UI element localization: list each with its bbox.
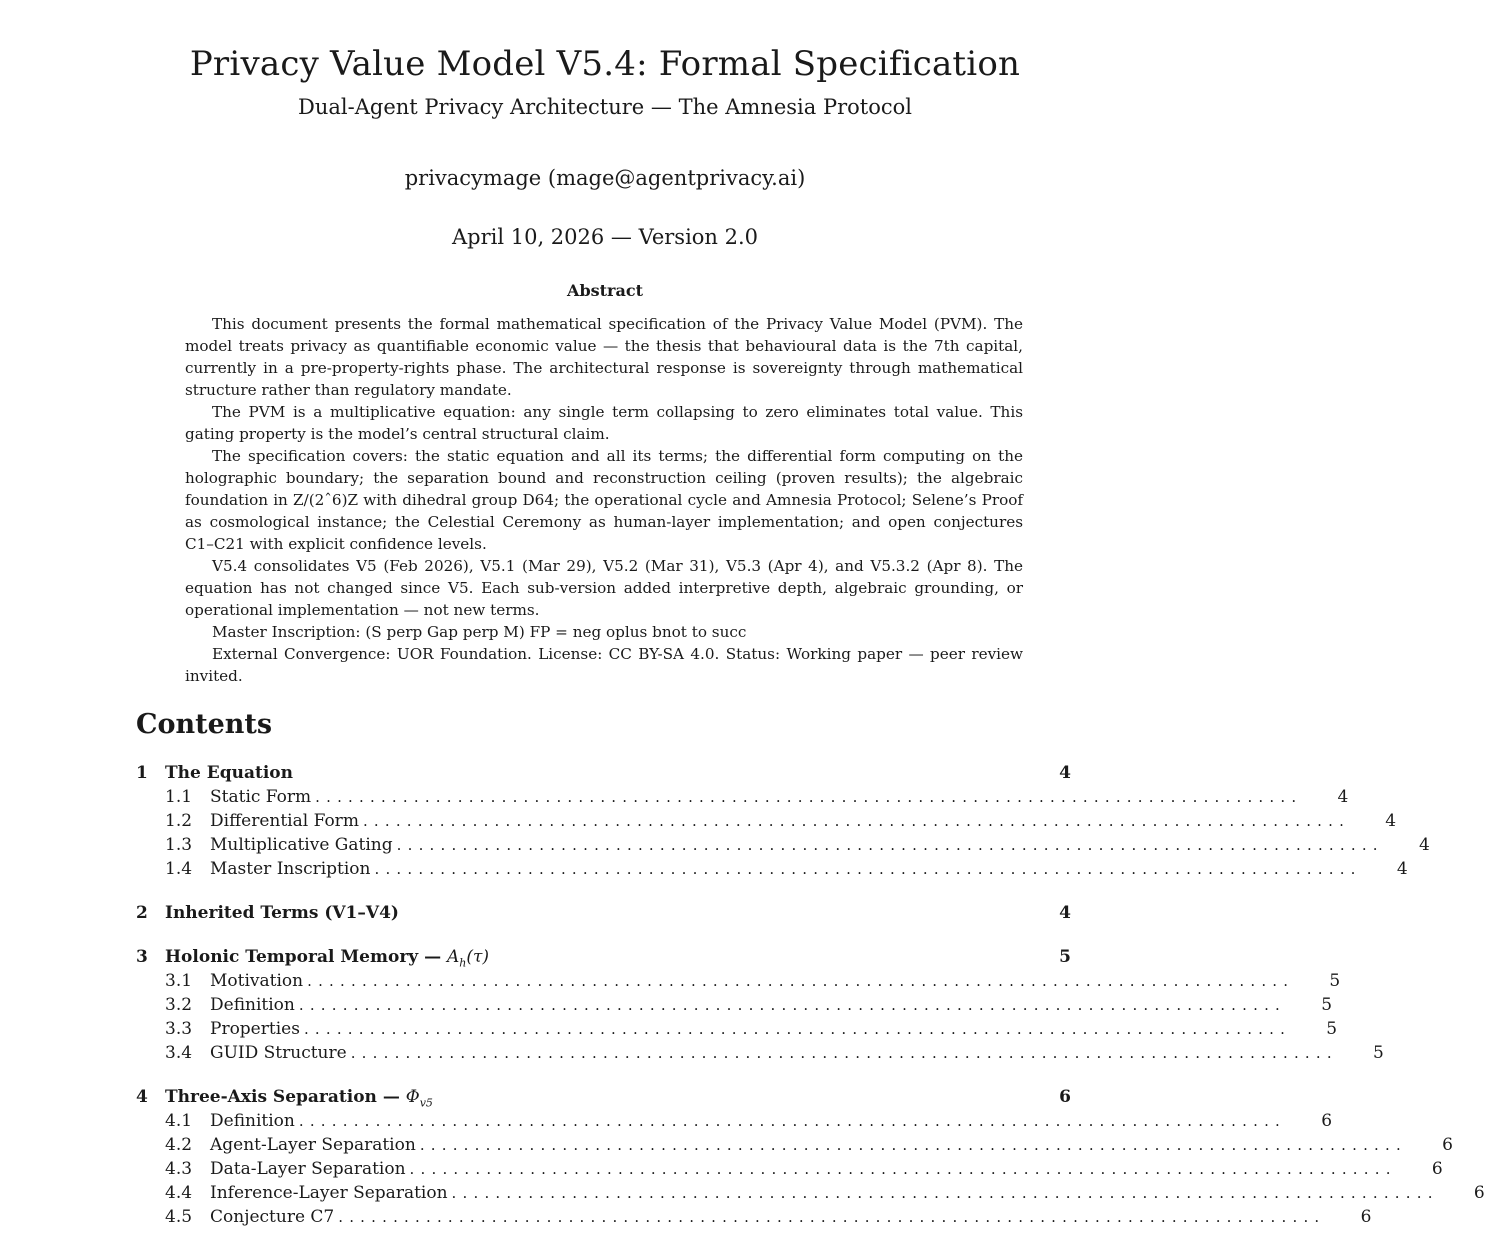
toc-subsection-page: 5	[1329, 971, 1341, 991]
document-author: privacymage (mage@agentprivacy.ai)	[404, 166, 806, 190]
abstract-paragraph: Master Inscription: (S perp Gap perp M) FP = neg oplus bnot to succ	[212, 623, 747, 641]
toc-subsection-page: 5	[1373, 1043, 1384, 1063]
toc-section-title: Three-Axis Separation —	[165, 1087, 406, 1107]
toc-subsection-page: 6	[1431, 1159, 1443, 1179]
toc-subsection-number: 1.1	[165, 787, 193, 807]
toc-section-title: The Equation	[165, 763, 293, 783]
toc-leader-dots: ..........................................................................................	[451, 1184, 1439, 1202]
toc-subsection-page: 6	[1473, 1183, 1485, 1203]
toc-section-title: Inherited Terms (V1–V4)	[165, 903, 399, 923]
toc-subsection[interactable]	[136, 1133, 1453, 1157]
toc-subsection-page: 4	[1396, 859, 1408, 879]
toc-subsection[interactable]	[136, 833, 1430, 857]
abstract-paragraph: The PVM is a multiplicative equation: any single term collapsing to zero eliminates total value. This gating property is the model’s central structural claim.	[185, 403, 1023, 443]
toc-subsection[interactable]	[136, 1041, 1384, 1065]
abstract-paragraph: External Convergence: UOR Foundation. License: CC BY-SA 4.0. Status: Working paper — peer review invited.	[185, 645, 1023, 685]
toc-subsection-page: 6	[1360, 1207, 1372, 1227]
toc-subsection-page: 6	[1442, 1135, 1453, 1155]
toc-subsection-title: Definition	[210, 1111, 295, 1131]
toc-leader-dots: ..........................................................................................	[338, 1208, 1326, 1226]
document-date: April 10, 2026 — Version 2.0	[451, 225, 759, 249]
toc-leader-dots: ..........................................................................................	[303, 1020, 1292, 1038]
toc-section-number: 2	[136, 903, 148, 923]
toc-leader-dots: ..........................................................................................	[298, 1112, 1287, 1130]
toc-subsection-number: 4.5	[165, 1207, 193, 1227]
toc-subsection-title: Motivation	[210, 971, 304, 991]
toc-subsection[interactable]	[136, 1181, 1485, 1205]
toc-subsection[interactable]	[136, 809, 1397, 833]
toc-subsection-number: 3.1	[165, 971, 193, 991]
document-subtitle: Dual-Agent Privacy Architecture — The Amnesia Protocol	[298, 95, 912, 119]
toc-subsection[interactable]	[136, 857, 1408, 881]
toc-section-page: 4	[1059, 903, 1071, 923]
toc-subsection[interactable]	[136, 969, 1341, 993]
toc-section-number: 4	[136, 1087, 148, 1107]
abstract-body	[185, 313, 1023, 687]
toc-subsection-page: 6	[1321, 1111, 1333, 1131]
toc-subsection-title: Definition	[210, 995, 295, 1015]
abstract-paragraph: V5.4 consolidates V5 (Feb 2026), V5.1 (Mar 29), V5.2 (Mar 31), V5.3 (Apr 4), and V5.3.2 (Apr 8). The equation has not changed since V5. Each sub-version added interpretive depth, algebraic grounding, or operational implementation — not new terms.	[185, 557, 1023, 619]
toc-section-number: 1	[136, 763, 148, 783]
toc-leader-dots: ..........................................................................................	[362, 812, 1351, 830]
toc-leader-dots: ..........................................................................................	[419, 1136, 1407, 1154]
toc-subsection[interactable]	[136, 1109, 1333, 1133]
toc-section[interactable]	[136, 1085, 1071, 1109]
toc-subsection[interactable]	[136, 785, 1349, 809]
toc-subsection-title: GUID Structure	[210, 1043, 347, 1063]
toc-leader-dots: ..........................................................................................	[315, 788, 1303, 806]
toc-leader-dots: ..........................................................................................	[350, 1044, 1338, 1062]
toc-subsection-number: 1.2	[165, 811, 193, 831]
toc-leader-dots: ..........................................................................................	[409, 1160, 1397, 1178]
toc-subsection-number: 4.1	[165, 1111, 193, 1131]
toc-leader-dots: ..........................................................................................	[396, 836, 1384, 854]
toc-subsection-page: 4	[1337, 787, 1349, 807]
toc-subsection-number: 1.4	[165, 859, 193, 879]
toc-subsection-title: Agent-Layer Separation	[210, 1135, 416, 1155]
document-title: Privacy Value Model V5.4: Formal Specification	[189, 44, 1021, 84]
toc-subsection-page: 5	[1321, 995, 1333, 1015]
toc-subsection-page: 4	[1418, 835, 1430, 855]
toc-subsection-number: 3.3	[165, 1019, 193, 1039]
toc-subsection-title: Conjecture C7	[210, 1207, 335, 1227]
toc-subsection-title: Inference-Layer Separation	[210, 1183, 448, 1203]
toc-subsection-title: Master Inscription	[210, 859, 371, 879]
toc-section[interactable]	[136, 901, 1071, 925]
toc-subsection-page: 4	[1385, 811, 1397, 831]
toc-section-page: 5	[1059, 947, 1071, 967]
toc-subsection-number: 4.2	[165, 1135, 193, 1155]
toc-subsection-title: Static Form	[210, 787, 312, 807]
abstract-paragraph: This document presents the formal mathematical specification of the Privacy Value Model (PVM). The model treats privacy as quantifiable economic value — the thesis that behavioural data is the 7th capital, currently in a pre-property-rights phase. The architectural response is sovereignty through mathematical structure rather than regulatory mandate.	[185, 315, 1023, 399]
toc-subsection[interactable]	[136, 993, 1333, 1017]
toc-leader-dots: ..........................................................................................	[374, 860, 1362, 878]
math-symbol: $A_h(\tau)$	[447, 947, 490, 970]
abstract-heading: Abstract	[567, 281, 643, 300]
toc-leader-dots: ..........................................................................................	[307, 972, 1295, 990]
toc-subsection-title: Differential Form	[210, 811, 359, 831]
toc-subsection-page: 5	[1326, 1019, 1338, 1039]
toc-section[interactable]	[136, 761, 1071, 785]
toc-subsection[interactable]	[136, 1157, 1443, 1181]
abstract-paragraph: The specification covers: the static equation and all its terms; the differential form computing on the holographic boundary; the separation bound and reconstruction ceiling (proven results); the algebraic foundation in Z/(2ˆ6)Z with dihedral group D64; the operational cycle and Amnesia Protocol; Selene’s Proof as cosmological instance; the Celestial Ceremony as human-layer implementation; and open conjectures C1–C21 with explicit confidence levels.	[185, 447, 1023, 553]
toc-subsection-number: 1.3	[165, 835, 193, 855]
toc-subsection-number: 3.4	[165, 1043, 193, 1063]
toc-section[interactable]	[136, 945, 1071, 969]
toc-subsection[interactable]	[136, 1205, 1372, 1229]
math-symbol: $\Phi_{v5}$	[405, 1087, 433, 1110]
toc-subsection-number: 3.2	[165, 995, 193, 1015]
table-of-contents	[136, 761, 1485, 1229]
toc-leader-dots: ..........................................................................................	[298, 996, 1287, 1014]
toc-section-number: 3	[136, 947, 148, 967]
toc-subsection-title: Properties	[210, 1019, 300, 1039]
toc-subsection-title: Data-Layer Separation	[210, 1159, 406, 1179]
toc-subsection-number: 4.4	[165, 1183, 193, 1203]
toc-subsection-title: Multiplicative Gating	[210, 835, 393, 855]
toc-section-page: 6	[1059, 1087, 1071, 1107]
toc-section-page: 4	[1059, 763, 1071, 783]
toc-section-title: Holonic Temporal Memory —	[165, 947, 447, 967]
toc-subsection-number: 4.3	[165, 1159, 193, 1179]
contents-heading: Contents	[136, 709, 273, 740]
toc-subsection[interactable]	[136, 1017, 1338, 1041]
